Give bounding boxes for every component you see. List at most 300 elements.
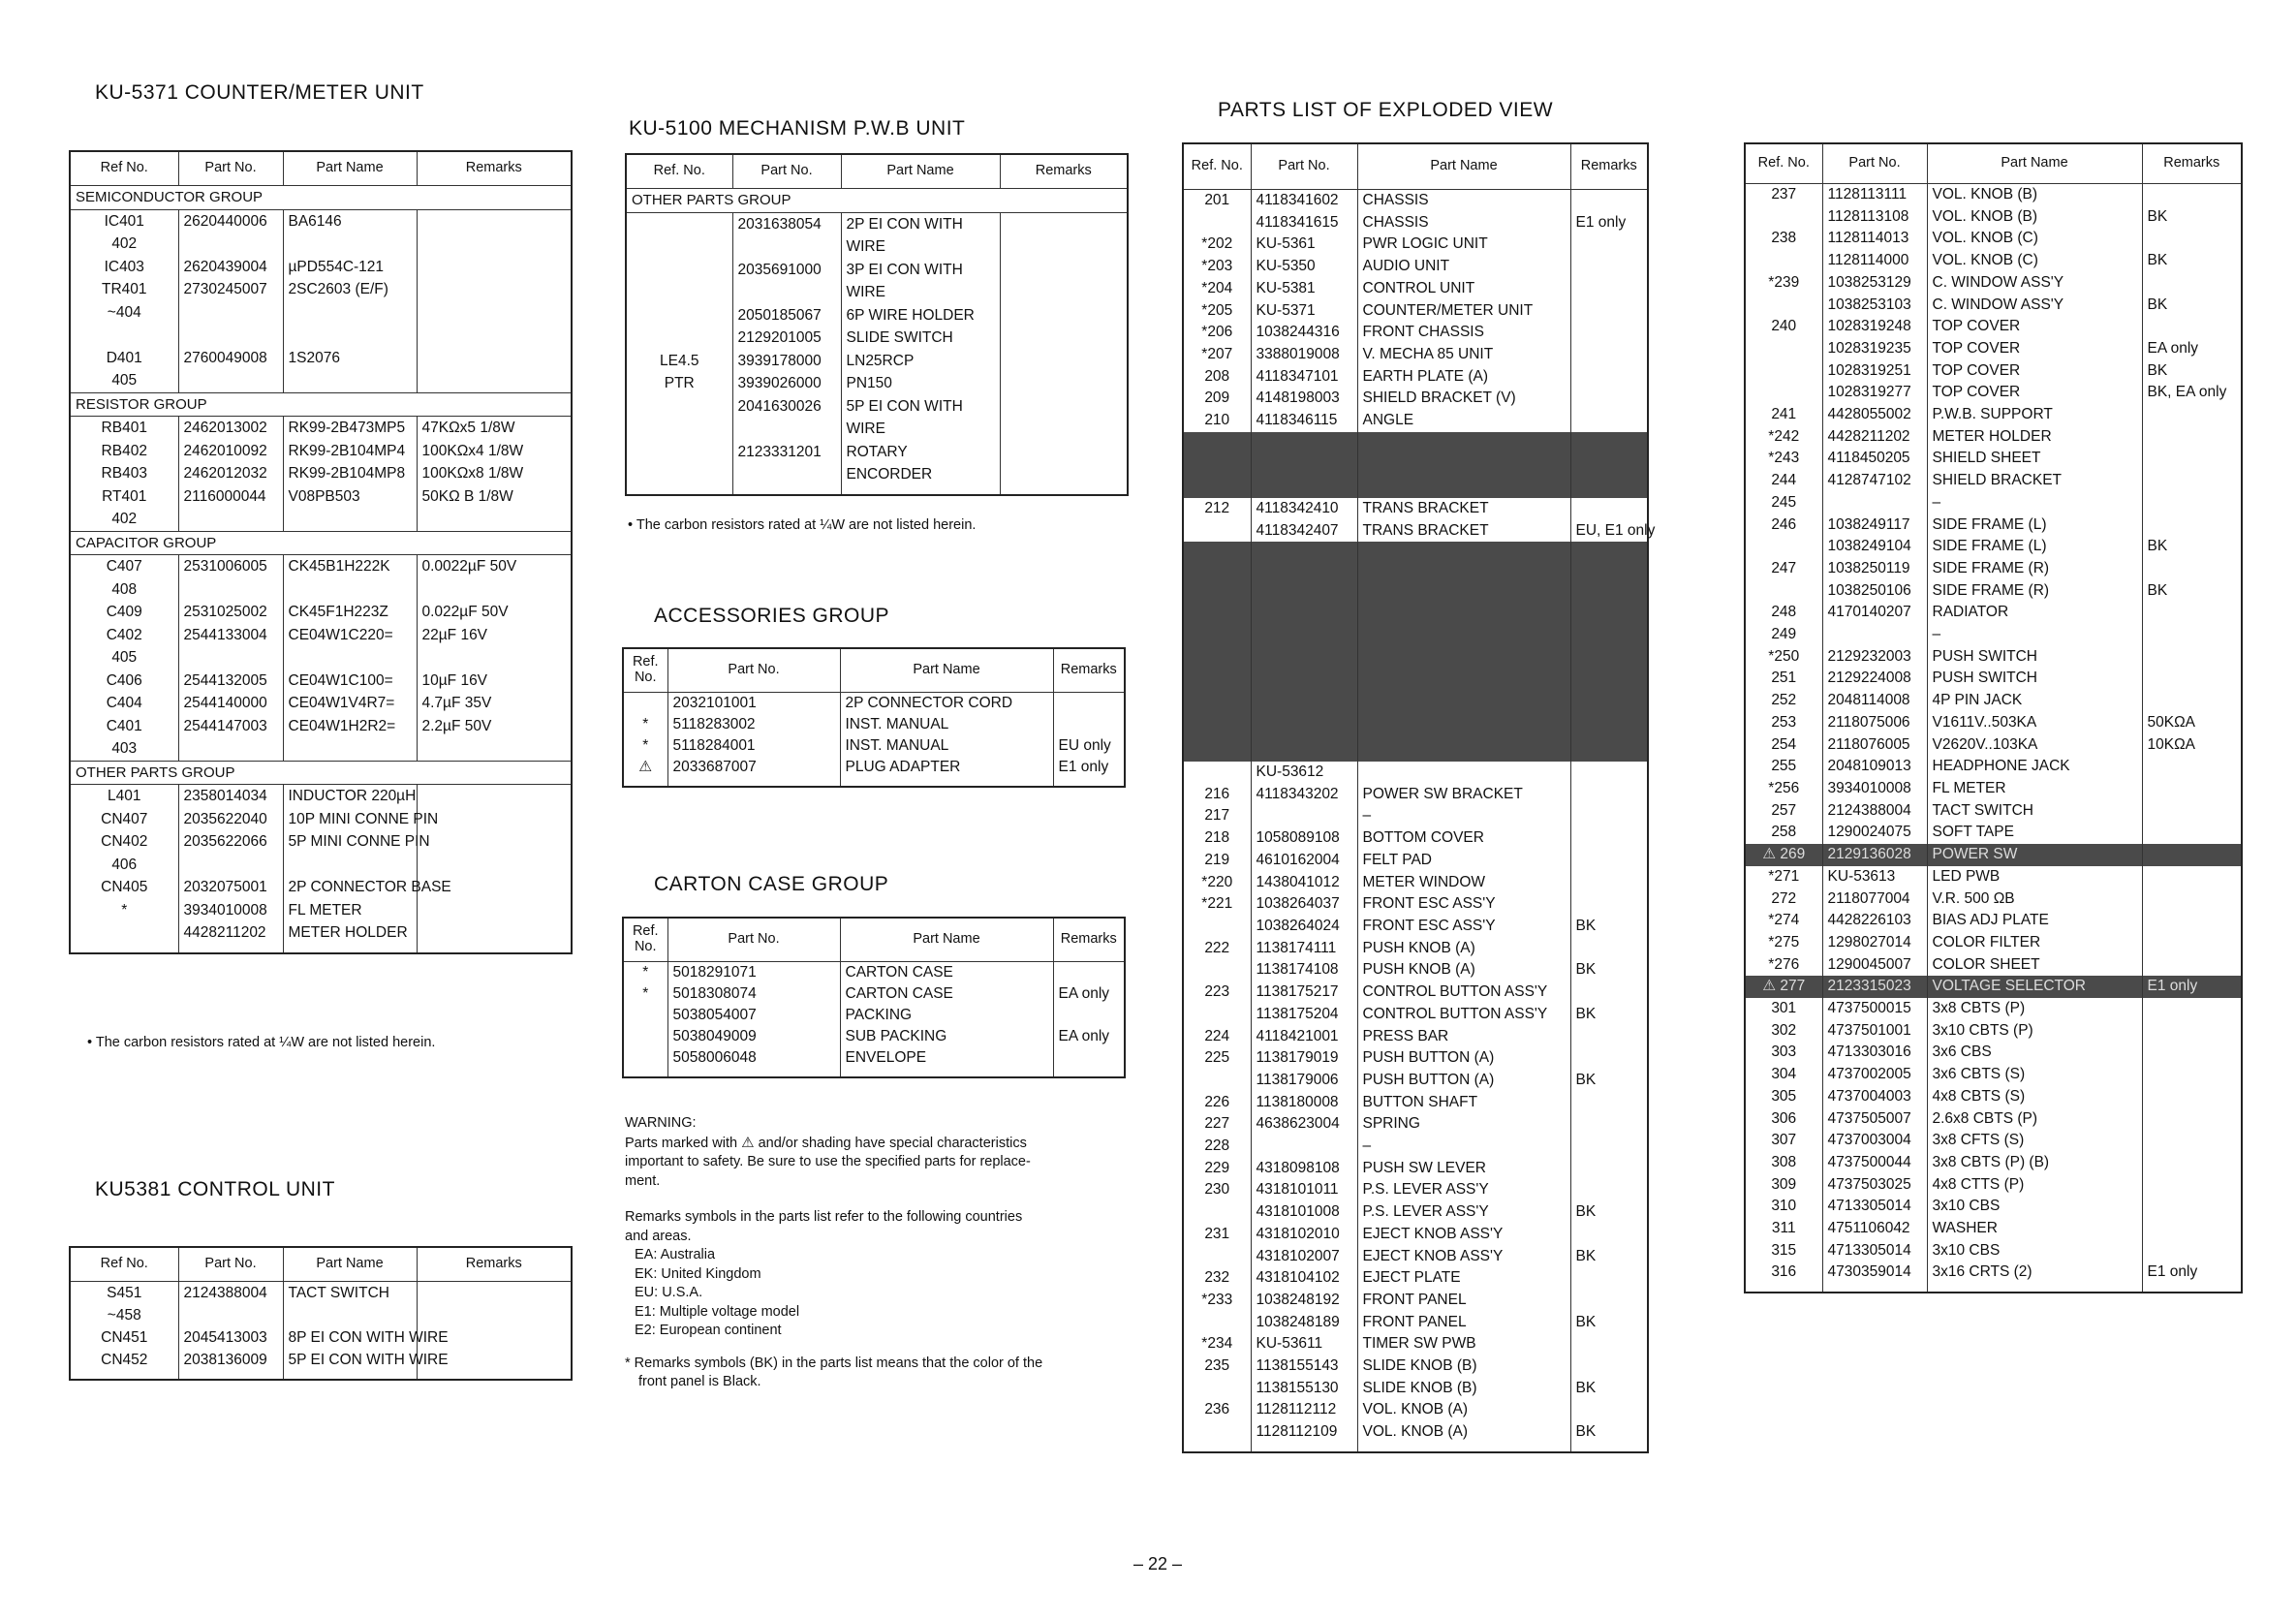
partname-cell: HEADPHONE JACK	[1927, 756, 2142, 778]
ref-cell: 232	[1183, 1267, 1251, 1290]
remarks-cell	[2142, 316, 2242, 338]
table-row	[623, 1047, 1125, 1069]
partno-cell: 1038249117	[1822, 514, 1927, 537]
remarks-cell	[1570, 234, 1648, 256]
remarks-cell	[417, 324, 572, 347]
partname-cell: BA6146	[283, 209, 417, 233]
ref-cell: CN451	[70, 1326, 178, 1349]
table-row	[1745, 690, 2242, 712]
table-row	[1745, 844, 2242, 866]
partno-cell: 2032101001	[667, 693, 840, 715]
table-row	[1183, 190, 1648, 212]
remarks-cell	[1570, 1267, 1648, 1290]
partno-cell: 1038253129	[1822, 272, 1927, 295]
ref-cell	[1183, 739, 1251, 762]
partno-cell: KU-5371	[1251, 300, 1357, 323]
table-row	[1183, 718, 1648, 740]
remarks-cell: 100KΩx8 1/8W	[417, 462, 572, 485]
partno-cell: 2129224008	[1822, 668, 1927, 690]
column-header: Remarks	[417, 1247, 572, 1282]
ref-cell: 254	[1745, 734, 1822, 757]
remarks-cell: BK	[1570, 1070, 1648, 1092]
partno-cell: 2123315023	[1822, 976, 1927, 998]
region-code: EK: United Kingdom	[635, 1265, 761, 1282]
table-row	[70, 692, 572, 715]
ref-cell	[626, 395, 732, 419]
ref-cell	[1183, 673, 1251, 696]
remarks-intro-1: Remarks symbols in the parts list refer to the following countries	[625, 1209, 1023, 1225]
partname-cell: C. WINDOW ASS'Y	[1927, 295, 2142, 317]
partname-cell	[1357, 608, 1570, 630]
partno-cell: 1038248192	[1251, 1290, 1357, 1312]
remarks-cell: EA only	[1053, 983, 1125, 1005]
table-row	[1745, 602, 2242, 624]
table-padding-row	[623, 1069, 1125, 1077]
ku5371-note: • The carbon resistors rated at ¼W are not listed herein.	[87, 1035, 436, 1050]
table-row	[1745, 448, 2242, 470]
partno-cell	[178, 369, 283, 392]
partname-cell: VOL. KNOB (A)	[1357, 1421, 1570, 1444]
ref-cell: ⚠	[623, 757, 667, 778]
partname-cell: ENCORDER	[841, 463, 1000, 486]
remarks-cell	[2142, 800, 2242, 823]
remarks-cell	[417, 209, 572, 233]
table-row	[70, 578, 572, 602]
ref-cell: C407	[70, 555, 178, 578]
remarks-cell: EU only	[1053, 735, 1125, 757]
ref-cell: PTR	[626, 372, 732, 395]
remarks-cell	[2142, 470, 2242, 492]
column-header: Part No.	[1251, 143, 1357, 190]
remarks-cell	[417, 1282, 572, 1305]
ref-cell: *274	[1745, 910, 1822, 932]
partno-cell	[732, 281, 841, 304]
partname-cell: FL METER	[1927, 778, 2142, 800]
remarks-cell	[1570, 805, 1648, 827]
partname-cell: VOL. KNOB (C)	[1927, 250, 2142, 272]
partno-cell: 1128112109	[1251, 1421, 1357, 1444]
remarks-intro-2: and areas.	[625, 1228, 692, 1244]
remarks-cell	[1570, 718, 1648, 740]
ref-cell	[626, 235, 732, 259]
table-row	[1183, 1136, 1648, 1158]
partno-cell: 2620439004	[178, 256, 283, 279]
table-row	[1183, 608, 1648, 630]
partname-cell	[283, 301, 417, 325]
table-row	[1745, 624, 2242, 646]
partname-cell: SLIDE KNOB (B)	[1357, 1355, 1570, 1378]
partname-cell: 10P MINI CONNE PIN	[283, 808, 417, 831]
partname-cell: INST. MANUAL	[840, 735, 1053, 757]
partno-cell: 2124388004	[178, 1282, 283, 1305]
partname-cell: WIRE	[841, 418, 1000, 441]
ref-cell: *220	[1183, 872, 1251, 894]
partno-cell: 2118076005	[1822, 734, 1927, 757]
ref-cell: 315	[1745, 1240, 1822, 1262]
group-row	[70, 761, 572, 785]
table-row	[1745, 646, 2242, 669]
partno-cell: 4118347101	[1251, 366, 1357, 389]
partno-cell: 2129136028	[1822, 844, 1927, 866]
table-row	[623, 962, 1125, 984]
padding-cell	[667, 1069, 840, 1077]
partname-cell: METER WINDOW	[1357, 872, 1570, 894]
table-row	[70, 830, 572, 854]
table-header	[1745, 143, 2242, 184]
table-row	[1745, 910, 2242, 932]
partname-cell	[283, 854, 417, 877]
padding-cell	[1053, 1069, 1125, 1077]
table-row	[70, 1326, 572, 1349]
partname-cell: 2.6x8 CBTS (P)	[1927, 1108, 2142, 1131]
ref-cell: 246	[1745, 514, 1822, 537]
remarks-cell: EU, E1 only	[1570, 520, 1648, 543]
ref-cell: 304	[1745, 1064, 1822, 1086]
bk-note-1: * Remarks symbols (BK) in the parts list means that the color of the	[625, 1355, 1043, 1371]
table-row	[70, 785, 572, 808]
partno-cell	[1251, 564, 1357, 586]
partno-cell: 4318098108	[1251, 1158, 1357, 1180]
partno-cell: 2048109013	[1822, 756, 1927, 778]
padding-cell	[840, 1069, 1053, 1077]
partno-cell: 2035622040	[178, 808, 283, 831]
padding-cell	[417, 945, 572, 953]
ku5381-title: KU5381 CONTROL UNIT	[95, 1178, 335, 1200]
padding-cell	[1183, 1444, 1251, 1452]
partno-cell	[1251, 453, 1357, 476]
column-header: Part No.	[732, 154, 841, 189]
table-header	[70, 1247, 572, 1282]
partno-cell: 2038136009	[178, 1349, 283, 1371]
ref-cell: *250	[1745, 646, 1822, 669]
partno-cell: 2358014034	[178, 785, 283, 808]
remarks-cell: E1 only	[1570, 212, 1648, 234]
table-row	[1183, 784, 1648, 806]
remarks-cell	[2142, 1064, 2242, 1086]
partno-cell: 4638623004	[1251, 1113, 1357, 1136]
partname-cell	[1357, 476, 1570, 498]
padding-cell	[840, 778, 1053, 787]
partname-cell: RADIATOR	[1927, 602, 2142, 624]
partname-cell: 5P EI CON WITH WIRE	[283, 1349, 417, 1371]
remarks-cell	[1000, 304, 1128, 327]
partno-cell: 4730359014	[1822, 1262, 1927, 1284]
partname-cell: 3P EI CON WITH	[841, 259, 1000, 282]
partno-cell: 4737002005	[1822, 1064, 1927, 1086]
partno-cell	[178, 324, 283, 347]
table-row	[1745, 184, 2242, 206]
partname-cell: TRANS BRACKET	[1357, 520, 1570, 543]
remarks-cell	[1570, 1333, 1648, 1355]
table-row	[1745, 536, 2242, 558]
table-row	[1183, 1312, 1648, 1334]
ref-cell: 216	[1183, 784, 1251, 806]
ref-cell: 227	[1183, 1113, 1251, 1136]
remarks-cell	[1570, 762, 1648, 784]
table-row	[1183, 1113, 1648, 1136]
ref-cell: 245	[1745, 492, 1822, 514]
partname-cell: SHIELD BRACKET (V)	[1357, 388, 1570, 410]
remarks-cell	[2142, 228, 2242, 250]
table-row	[1745, 360, 2242, 383]
ref-cell: RB402	[70, 440, 178, 463]
partname-cell	[283, 233, 417, 256]
ref-cell: 226	[1183, 1092, 1251, 1114]
table-padding-row	[626, 486, 1128, 495]
accessories-title: ACCESSORIES GROUP	[654, 605, 890, 627]
partname-cell: FRONT ESC ASS'Y	[1357, 916, 1570, 938]
ref-cell	[1183, 718, 1251, 740]
table-row	[1183, 1246, 1648, 1268]
ref-cell	[1183, 652, 1251, 674]
partname-cell: –	[1927, 492, 2142, 514]
remarks-cell	[1570, 872, 1648, 894]
column-header: Part Name	[840, 648, 1053, 693]
table-row	[1183, 564, 1648, 586]
table-row	[70, 369, 572, 392]
remarks-cell	[1570, 981, 1648, 1004]
ref-cell: 212	[1183, 498, 1251, 520]
ref-cell: 305	[1745, 1086, 1822, 1108]
warning-line-1: Parts marked with ⚠ and/or shading have special characteristics	[625, 1134, 1027, 1151]
partname-cell: 2P EI CON WITH	[841, 212, 1000, 235]
remarks-cell: 10µF 16V	[417, 670, 572, 693]
table-row	[1745, 1020, 2242, 1043]
table-row	[1183, 1201, 1648, 1224]
padding-cell	[283, 1371, 417, 1380]
padding-cell	[70, 945, 178, 953]
padding-cell	[1357, 1444, 1570, 1452]
ref-cell	[70, 324, 178, 347]
ku5371-title: KU-5371 COUNTER/METER UNIT	[95, 81, 424, 104]
table-row	[1745, 976, 2242, 998]
remarks-cell	[1570, 1179, 1648, 1201]
partno-cell	[1251, 608, 1357, 630]
group-row	[70, 186, 572, 210]
ref-cell: CN452	[70, 1349, 178, 1371]
remarks-cell	[1053, 714, 1125, 735]
ref-cell	[1745, 360, 1822, 383]
carton-table	[622, 917, 1126, 1078]
partname-cell	[1357, 432, 1570, 454]
partname-cell: SHIELD SHEET	[1927, 448, 2142, 470]
partname-cell: CK45F1H223Z	[283, 601, 417, 624]
padding-cell	[2142, 1284, 2242, 1293]
partname-cell: INDUCTOR 220µH	[283, 785, 417, 808]
partname-cell: CHASSIS	[1357, 212, 1570, 234]
partname-cell: PUSH BUTTON (A)	[1357, 1047, 1570, 1070]
remarks-cell	[417, 278, 572, 301]
ref-cell: 258	[1745, 822, 1822, 844]
ref-cell: D401	[70, 347, 178, 370]
ref-cell	[623, 1026, 667, 1047]
partname-cell: 2P CONNECTOR CORD	[840, 693, 1053, 715]
partno-cell	[178, 578, 283, 602]
partname-cell: CE04W1C220=	[283, 624, 417, 647]
region-code: EU: U.S.A.	[635, 1285, 703, 1300]
partname-cell: V. MECHA 85 UNIT	[1357, 344, 1570, 366]
ref-cell	[626, 212, 732, 235]
table-row	[626, 372, 1128, 395]
partno-cell: 4118341615	[1251, 212, 1357, 234]
padding-cell	[623, 1069, 667, 1077]
partno-cell: 1038250119	[1822, 558, 1927, 580]
ref-cell: 308	[1745, 1152, 1822, 1174]
ref-cell: CN405	[70, 876, 178, 899]
remarks-cell	[1570, 1113, 1648, 1136]
ref-cell: RB401	[70, 417, 178, 440]
table-row	[626, 463, 1128, 486]
padding-cell	[178, 945, 283, 953]
partno-cell: 2462010092	[178, 440, 283, 463]
ref-cell: 310	[1745, 1196, 1822, 1218]
remarks-cell	[2142, 624, 2242, 646]
partname-cell: FL METER	[283, 899, 417, 922]
ref-cell	[626, 441, 732, 464]
partname-cell	[1357, 652, 1570, 674]
table-row	[1745, 514, 2242, 537]
column-header: Remarks	[417, 151, 572, 186]
remarks-cell	[1000, 350, 1128, 373]
group-label: RESISTOR GROUP	[70, 392, 572, 417]
remarks-cell	[1570, 827, 1648, 850]
partno-cell: KU-53613	[1822, 866, 1927, 888]
partname-cell	[1357, 762, 1570, 784]
partname-cell	[1357, 696, 1570, 718]
table-header	[1183, 143, 1648, 190]
partno-cell: 1028319277	[1822, 382, 1927, 404]
ref-cell: 230	[1183, 1179, 1251, 1201]
partno-cell: 2035622066	[178, 830, 283, 854]
partno-cell: 4118341602	[1251, 190, 1357, 212]
ref-cell	[1183, 1312, 1251, 1334]
remarks-cell	[2142, 1020, 2242, 1043]
remarks-cell	[1570, 1399, 1648, 1421]
ref-cell	[1183, 212, 1251, 234]
partno-cell: 2048114008	[1822, 690, 1927, 712]
partno-cell: 2041630026	[732, 395, 841, 419]
remarks-cell	[1570, 190, 1648, 212]
partno-cell: 1128112112	[1251, 1399, 1357, 1421]
remarks-cell	[2142, 558, 2242, 580]
table-row	[70, 876, 572, 899]
column-header: Ref. No.	[626, 154, 732, 189]
partno-cell: 2620440006	[178, 209, 283, 233]
table-row	[1183, 1026, 1648, 1048]
partno-cell	[1251, 542, 1357, 564]
ref-cell: 228	[1183, 1136, 1251, 1158]
remarks-cell	[417, 301, 572, 325]
partname-cell: V.R. 500 ΩB	[1927, 888, 2142, 911]
ref-cell	[623, 1005, 667, 1026]
table-row	[623, 693, 1125, 715]
partno-cell: 1028319235	[1822, 338, 1927, 360]
remarks-cell	[417, 785, 572, 808]
partname-cell: RK99-2B104MP4	[283, 440, 417, 463]
table-row	[1183, 1421, 1648, 1444]
ref-cell: 218	[1183, 827, 1251, 850]
ref-cell	[623, 1047, 667, 1069]
table-row	[1183, 453, 1648, 476]
partno-cell: 4713305014	[1822, 1240, 1927, 1262]
partno-cell: 1058089108	[1251, 827, 1357, 850]
partname-cell: SLIDE KNOB (B)	[1357, 1378, 1570, 1400]
partname-cell: EJECT KNOB ASS'Y	[1357, 1224, 1570, 1246]
remarks-cell	[1000, 281, 1128, 304]
partname-cell	[283, 737, 417, 761]
partname-cell: COLOR SHEET	[1927, 954, 2142, 977]
column-header: Part No.	[1822, 143, 1927, 184]
partname-cell: SUB PACKING	[840, 1026, 1053, 1047]
padding-cell	[1251, 1444, 1357, 1452]
table-row	[70, 555, 572, 578]
table-row	[1745, 1152, 2242, 1174]
partno-cell: 4118450205	[1822, 448, 1927, 470]
partname-cell	[1357, 739, 1570, 762]
table-row	[1745, 1130, 2242, 1152]
table-row	[1745, 1262, 2242, 1284]
remarks-cell	[1570, 344, 1648, 366]
column-header: Remarks	[1000, 154, 1128, 189]
table-row	[1183, 916, 1648, 938]
column-header: Remarks	[1570, 143, 1648, 190]
ref-cell: *206	[1183, 322, 1251, 344]
table-row	[1183, 630, 1648, 652]
partno-cell: 4428226103	[1822, 910, 1927, 932]
remarks-cell: 50KΩ B 1/8W	[417, 485, 572, 509]
column-header: Ref. No.	[623, 648, 667, 693]
partname-cell: P.S. LEVER ASS'Y	[1357, 1201, 1570, 1224]
partname-cell: VOL. KNOB (B)	[1927, 206, 2142, 229]
partname-cell: PUSH SW LEVER	[1357, 1158, 1570, 1180]
region-code: E1: Multiple voltage model	[635, 1303, 800, 1320]
partno-cell: 1038264037	[1251, 893, 1357, 916]
partno-cell: 2462013002	[178, 417, 283, 440]
ref-cell: 405	[70, 646, 178, 670]
table-row	[1183, 520, 1648, 543]
table-row	[1183, 344, 1648, 366]
table-row	[1183, 410, 1648, 432]
remarks-cell	[1570, 1092, 1648, 1114]
partno-cell: 1128114000	[1822, 250, 1927, 272]
table-row	[1183, 1267, 1648, 1290]
partno-cell	[1251, 739, 1357, 762]
partno-cell: 4118342407	[1251, 520, 1357, 543]
ref-cell: *271	[1745, 866, 1822, 888]
ref-cell	[1745, 338, 1822, 360]
partno-cell: 1038250106	[1822, 580, 1927, 603]
remarks-cell: BK	[2142, 206, 2242, 229]
table-row	[1183, 1158, 1648, 1180]
partname-cell: TIMER SW PWB	[1357, 1333, 1570, 1355]
partno-cell	[1251, 630, 1357, 652]
table-row	[70, 737, 572, 761]
partno-cell: 2050185067	[732, 304, 841, 327]
ref-cell: 209	[1183, 388, 1251, 410]
remarks-cell	[1570, 453, 1648, 476]
remarks-cell	[1000, 418, 1128, 441]
partname-cell: CE04W1H2R2=	[283, 715, 417, 738]
partname-cell: LED PWB	[1927, 866, 2142, 888]
table-header	[626, 154, 1128, 189]
remarks-cell	[2142, 1108, 2242, 1131]
partname-cell: COLOR FILTER	[1927, 932, 2142, 954]
partname-cell	[1357, 630, 1570, 652]
ref-cell	[626, 418, 732, 441]
partname-cell: PACKING	[840, 1005, 1053, 1026]
column-header: Part Name	[283, 1247, 417, 1282]
ref-cell	[1183, 1004, 1251, 1026]
